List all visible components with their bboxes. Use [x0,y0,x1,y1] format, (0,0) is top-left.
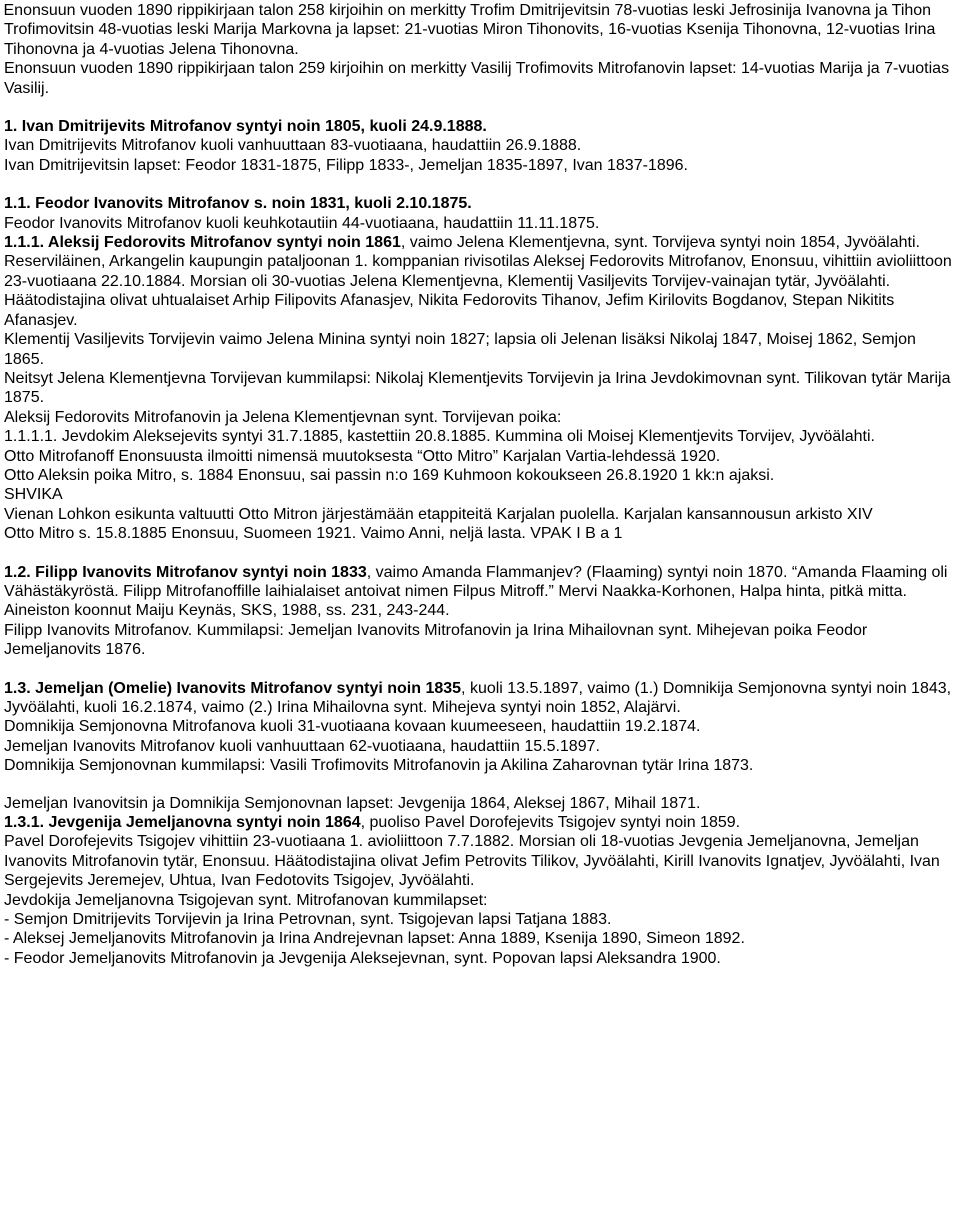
heading-text: 1. Ivan Dmitrijevits Mitrofanov syntyi noin 1805, kuoli 24.9.1888. [4,118,487,136]
paragraph-s12-godchild: Filipp Ivanovits Mitrofanov. Kummilapsi: Jemeljan Ivanovits Mitrofanovin ja Irina Mihailovnan synt. Mihejevan poika Feodor Jemeljanovits 1876. [4,621,868,659]
list-item: - Feodor Jemeljanovits Mitrofanovin ja Jevgenija Aleksejevnan, synt. Popovan lapsi Aleksandra 1900. [4,949,721,967]
spacer [4,175,956,194]
document-page [4,1,956,968]
paragraph-intro-house-258: Enonsuun vuoden 1890 rippikirjaan talon 258 kirjoihin on merkitty Trofim Dmitrijevitsin 78-vuotias leski Jefrosinija Ivanovna ja Tihon Trofimovitsin 48-vuotias leski Marija Markovna ja lapset: 21-vuotias Miron Tihonovits, 16-vuotias Ksenija Tihonovna, 12-vuotias Irina Tihonovna ja 4-vuotias Jelena Tihonovna. [3,2,936,58]
paragraph-s13-jemeljan-death: Jemeljan Ivanovits Mitrofanov kuoli vanhuuttaan 62-vuotiaana, haudattiin 15.5.1897. [4,737,600,755]
heading-bold-part: 1.3.1. Jevgenija Jemeljanovna syntyi noin 1864 [4,814,361,832]
paragraph-s111-son-intro: Aleksij Fedorovits Mitrofanovin ja Jelena Klementjevnan synt. Torvijevan poika: [4,408,562,426]
paragraph-otto-name-change: Otto Mitrofanoff Enonsuusta ilmoitti nimensä muutoksesta “Otto Mitro” Karjalan Vartia-lehdessä 1920. [4,447,721,465]
heading-text: 1.1. Feodor Ivanovits Mitrofanov s. noin 1831, kuoli 2.10.1875. [4,195,472,213]
paragraph-intro-house-259: Enonsuun vuoden 1890 rippikirjaan talon 259 kirjoihin on merkitty Vasilij Trofimovits Mitrofanovin lapset: 14-vuotias Marija ja 7-vuotias Vasilij. [4,60,950,97]
paragraph-s13-godchild: Domnikija Semjonovnan kummilapsi: Vasili Trofimovits Mitrofanovin ja Akilina Zaharovnan tytär Irina 1873. [4,757,754,775]
paragraph-s131-marriage: Pavel Dorofejevits Tsigojev vihittiin 23-vuotiaana 1. avioliittoon 7.7.1882. Morsian oli 18-vuotias Jevgenia Jemeljanovna, Jemeljan Ivanovits Mitrofanovin tytär, Enonsuu. Häätodistajina olivat Jefim Petrovits Tilikov, Jyvöälahti, Kirill Ivanovits Ignatjev, Jyvöälahti, Ivan Sergejevits Jeremejev, Uhtua, Ivan Fedotovits Tsigojev, Jyvöälahti. [4,833,940,890]
paragraph-s111-godchild: Neitsyt Jelena Klementjevna Torvijevan kummilapsi: Nikolaj Klementjevits Torvijevin ja Irina Jevdokimovnan synt. Tilikovan tytär Marija 1875. [4,369,951,407]
heading-rest: , kuoli 13.5.1897, vaimo (1.) Domnikija Semjonovna syntyi noin 1843, Jyvöälahti, kuoli 16.2.1874, vaimo (2.) Irina Mihailovna synt. Mihejeva syntyi noin 1852, Alajärvi. [4,679,952,716]
paragraph-s1-children: Ivan Dmitrijevitsin lapset: Feodor 1831-1875, Filipp 1833-, Jemeljan 1835-1897, Ivan 1837-1896. [4,156,688,174]
spacer [4,660,956,679]
paragraph-s111-klementij: Klementij Vasiljevits Torvijevin vaimo Jelena Minina syntyi noin 1827; lapsia oli Jelenan lisäksi Nikolaj 1847, Moisej 1862, Semjon 1865. [4,331,916,368]
heading-bold-part: 1.2. Filipp Ivanovits Mitrofanov syntyi noin 1833 [4,563,367,581]
heading-section-1-3 [4,679,956,718]
paragraph-shvika: SHVIKA [4,486,63,504]
paragraph-vienan-lohko: Vienan Lohkon esikunta valtuutti Otto Mitron järjestämään etappiteitä Karjalan puolella. Karjalan kansannousun arkisto XIV [4,505,873,523]
paragraph-s1111-jevdokim: 1.1.1.1. Jevdokim Aleksejevits syntyi 31.7.1885, kastettiin 20.8.1885. Kummina oli Moisej Klementjevits Torvijev, Jyvöälahti. [4,428,875,446]
spacer [4,98,956,117]
heading-bold-part: 1.3. Jemeljan (Omelie) Ivanovits Mitrofanov syntyi noin 1835 [4,679,462,697]
paragraph-s131-godchildren-intro: Jevdokija Jemeljanovna Tsigojevan synt. Mitrofanovan kummilapset: [4,891,488,909]
spacer [4,544,956,563]
heading-section-1 [4,117,956,136]
heading-rest: , vaimo Amanda Flammanjev? (Flaaming) syntyi noin 1870. “Amanda Flaaming oli Vähästäkyröstä. Filipp Mitrofanoffille laihialaiset antoivat nimen Filpus Mitroff.” Mervi Naakka-Korhonen, Halpa hinta, pitkä mitta. Aineiston koonnut Maiju Keynäs, SKS, 1988, ss. 231, 243-244. [4,563,948,620]
paragraph-s11-death: Feodor Ivanovits Mitrofanov kuoli keuhkotautiin 44-vuotiaana, haudattiin 11.11.1875. [4,214,600,232]
paragraph-otto-passport: Otto Aleksin poika Mitro, s. 1884 Enonsuu, sai passin n:o 169 Kuhmoon kokoukseen 26.8.1920 1 kk:n ajaksi. [4,466,775,484]
heading-rest: , puoliso Pavel Dorofejevits Tsigojev syntyi noin 1859. [360,814,741,832]
heading-section-1-2 [4,563,956,621]
heading-section-1-1-1 [4,233,956,252]
heading-bold-part: 1.1.1. Aleksij Fedorovits Mitrofanov syntyi noin 1861 [4,234,401,252]
paragraph-s13-domnikija-death: Domnikija Semjonovna Mitrofanova kuoli 31-vuotiaana kovaan kuumeeseen, haudattiin 19.2.1874. [4,718,701,736]
heading-section-1-3-1 [4,813,956,832]
paragraph-otto-vpak: Otto Mitro s. 15.8.1885 Enonsuu, Suomeen 1921. Vaimo Anni, neljä lasta. VPAK I B a 1 [4,525,623,543]
list-item: - Aleksej Jemeljanovits Mitrofanovin ja Irina Andrejevnan lapset: Anna 1889, Ksenija 1890, Simeon 1892. [4,930,745,948]
heading-rest: , vaimo Jelena Klementjevna, synt. Torvijeva syntyi noin 1854, Jyvöälahti. [400,234,920,252]
paragraph-s111-marriage: Reserviläinen, Arkangelin kaupungin pataljoonan 1. komppanian rivisotilas Aleksej Fedorovits Mitrofanov, Enonsuu, vihittiin avioliittoon 23-vuotiaana 22.10.1884. Morsian oli 30-vuotias Jelena Klementjevna, Klementij Vasiljevits Torvijev-vainajan tytär, Jyvöälahti. Häätodistajina olivat uhtualaiset Arhip Filipovits Afanasjev, Nikita Fedorovits Tihanov, Jefim Kirilovits Bogdanov, Stepan Nikitits Afanasjev. [4,253,952,329]
list-item: - Semjon Dmitrijevits Torvijevin ja Irina Petrovnan, synt. Tsigojevan lapsi Tatjana 1883. [4,911,612,929]
heading-section-1-1 [4,194,956,213]
paragraph-s13-children: Jemeljan Ivanovitsin ja Domnikija Semjonovnan lapset: Jevgenija 1864, Aleksej 1867, Mihail 1871. [4,794,701,812]
paragraph-s1-death: Ivan Dmitrijevits Mitrofanov kuoli vanhuuttaan 83-vuotiaana, haudattiin 26.9.1888. [4,137,582,155]
spacer [4,776,956,794]
